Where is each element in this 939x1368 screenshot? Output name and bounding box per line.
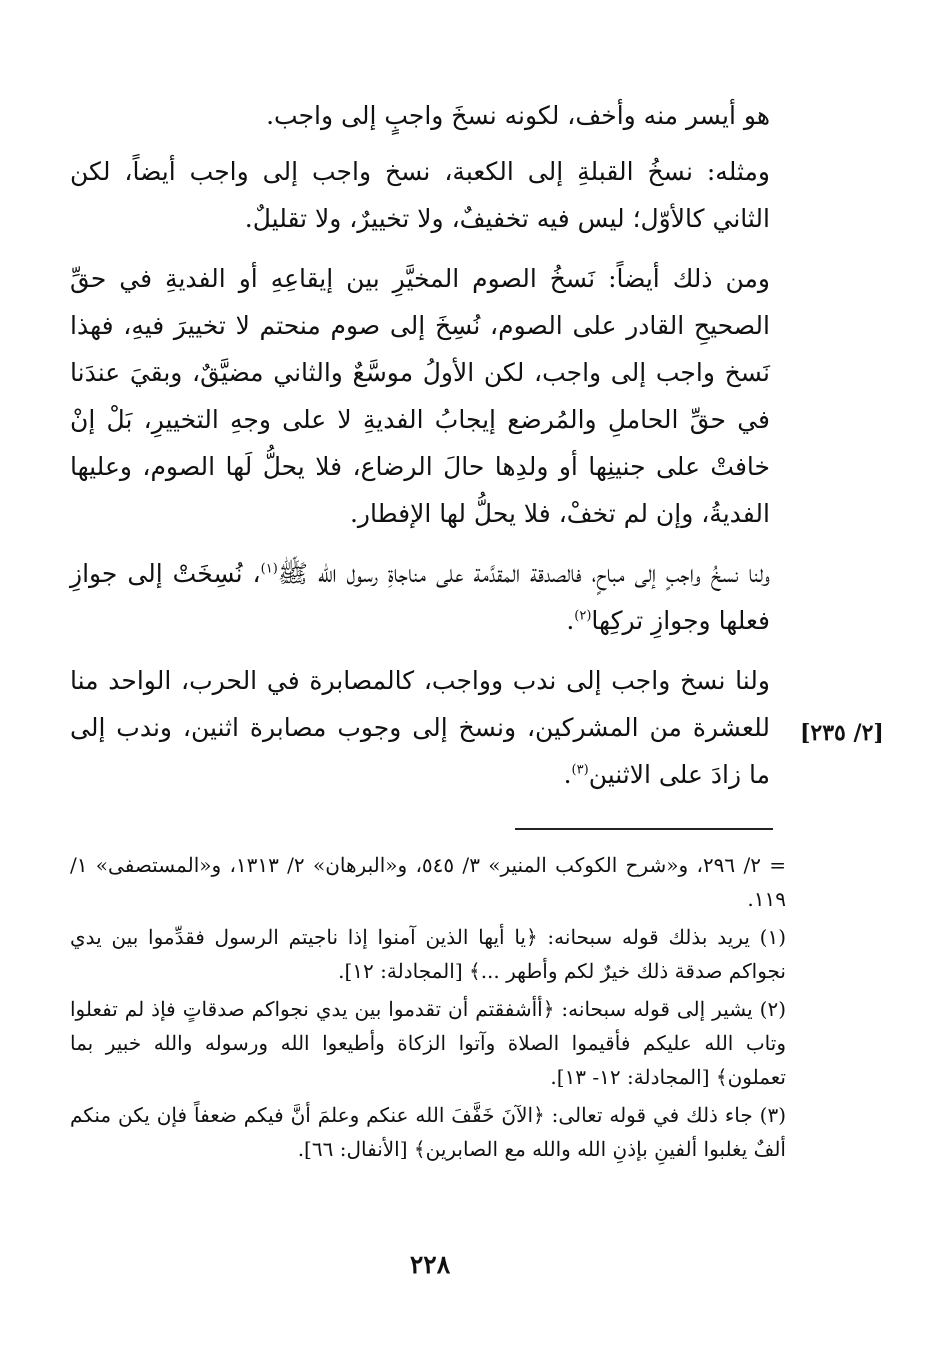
paragraph-2: ومثله: نسخُ القبلةِ إلى الكعبة، نسخ واجب إلى واجب أيضاً، لكن الثاني كالأوّل؛ ليس فيه تخفيفٌ، ولا تخييرٌ، ولا تقليلٌ. bbox=[70, 157, 770, 233]
footnote-2: (٢) يشير إلى قوله سبحانه: ﴿أأشفقتم أن تقدموا بين يدي نجواكم صدقاتٍ فإذ لم تفعلوا وتاب الله عليكم فأقيموا الصلاة وآتوا الزكاة وأطيعوا الله ورسوله والله خبير بما تعملون﴾ [المجادلة: ١٢- ١٣]. bbox=[70, 997, 786, 1089]
footnote-3: (٣) جاء ذلك في قوله تعالى: ﴿الآنَ خَفَّفَ الله عنكم وعلمَ أنَّ فيكم ضعفاً فإن يكن منكم ألفٌ يغلبوا ألفينِ بإذنِ الله والله مع الصابرين﴾ [الأنفال: ٦٦]. bbox=[70, 1103, 786, 1161]
paragraph-5 bbox=[70, 657, 770, 798]
paragraph-5-end: . bbox=[563, 760, 572, 789]
paragraph-4 bbox=[70, 550, 770, 644]
paragraph-4-text-b: ، نُسِخَتْ إلى جوازِ فعلها وجوازِ تركِها bbox=[70, 559, 770, 635]
footnote-ref-1[interactable]: (١) bbox=[260, 561, 278, 577]
footnote-ref-2[interactable]: (٢) bbox=[574, 608, 592, 624]
paragraph-4-text-a: ولنا نسخُ واجبٍ إلى مباحٍ، فالصدقة المقدَّمة على مناجاةِ رسول الله ﷺ bbox=[277, 559, 770, 588]
footnote-continuation: = ٢/ ٢٩٦، و«شرح الكوكب المنير» ٣/ ٥٤٥، و«البرهان» ٢/ ١٣١٣، و«المستصفى» ١/ ١١٩. bbox=[70, 853, 787, 911]
paragraph-3: ومن ذلك أيضاً: نَسخُ الصوم المخيَّرِ بين إيقاعِهِ أو الفديةِ في حقِّ الصحيحِ القادر على الصوم، نُسِخَ إلى صوم منحتم لا تخييرَ فيهِ، فهذا نَسخ واجب إلى واجب، لكن الأولُ موسَّعٌ والثاني مضيَّقٌ، وبقيَ عندَنا في حقِّ الحاملِ والمُرضع إيجابُ الفديةِ لا على وجهِ التخييرِ، بَلْ إنْ خافتْ على جنينِها أو ولدِها حالَ الرضاع، فلا يحلُّ لَها الصوم، وعليها الفديةُ، وإن لم تخفْ، فلا يحلُّ لها الإفطار. bbox=[70, 264, 770, 528]
margin-volume-page-reference: [٢/ ٢٣٥] bbox=[800, 720, 884, 746]
paragraph-5-text: ولنا نسخ واجب إلى ندب وواجب، كالمصابرة في الحرب، الواحد منا للعشرة من المشركين، ونسخ إلى وجوب مصابرة اثنين، وندب إلى ما زادَ على الاثنين bbox=[70, 666, 770, 789]
main-text bbox=[70, 92, 770, 811]
footnote-ref-3[interactable]: (٣) bbox=[571, 762, 589, 778]
footnote-divider bbox=[515, 828, 773, 830]
page-number: ٢٢٨ bbox=[409, 1250, 451, 1279]
footnotes bbox=[70, 848, 786, 1170]
paragraph-4-end: . bbox=[566, 606, 575, 635]
footnote-1: (١) يريد بذلك قوله سبحانه: ﴿يا أيها الذين آمنوا إذا ناجيتم الرسول فقدِّموا بين يدي نجواكم صدقة ذلك خيرٌ لكم وأطهر ...﴾ [المجادلة: ١٢]. bbox=[70, 925, 786, 983]
paragraph-1: هو أيسر منه وأخف، لكونه نسخَ واجبٍ إلى واجب. bbox=[266, 101, 770, 130]
